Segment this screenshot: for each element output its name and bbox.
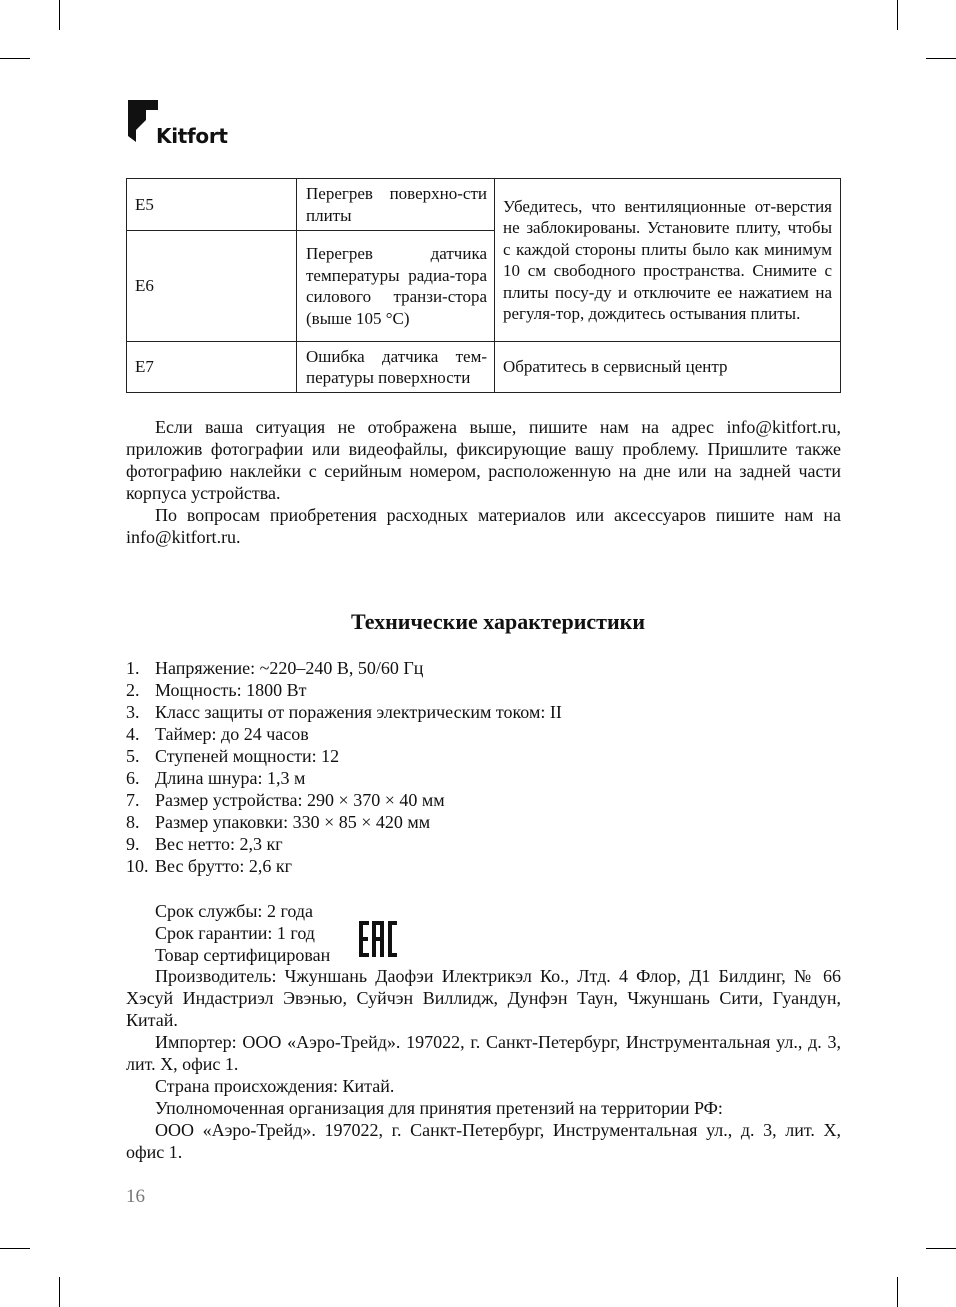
contact-section	[126, 416, 841, 548]
importer-info: Импортер: ООО «Аэро-Трейд». 197022, г. Санкт-Петербург, Инструментальная ул., д. 3, лит. Х, офис 1.	[126, 1032, 841, 1074]
list-item	[126, 789, 841, 811]
list-item	[126, 855, 841, 877]
producer-info: Производитель: Чжуншань Даофэи Илектрикэл Ко., Лтд. 4 Флор, Д1 Билдинг, № 66 Хэсуй Индастриэл Эвэнью, Суйчэн Виллидж, Дунфэн Таун, Чжуншань Сити, Гуандун, Китай.	[126, 966, 841, 1030]
item-number: 7.	[126, 790, 140, 810]
crop-mark	[59, 0, 60, 30]
list-item	[126, 679, 841, 701]
item-number: 5.	[126, 746, 140, 766]
manufacturer-section	[126, 965, 841, 1163]
brand-name: Kitfort	[156, 124, 228, 148]
specs-heading: Технические характеристики	[350, 609, 646, 634]
authorized-org: ООО «Аэро-Трейд». 197022, г. Санкт-Петербург, Инструментальная ул., д. 3, лит. Х, офис 1.	[126, 1120, 841, 1162]
item-text: Класс защиты от поражения электрическим током: II	[155, 702, 562, 722]
item-text: Длина шнура: 1,3 м	[155, 768, 306, 788]
error-description: Перегрев датчика температуры радиа-тора силового транзи-стора (выше 105 °С)	[297, 231, 495, 342]
contact-paragraph: Если ваша ситуация не отображена выше, пишите нам на адрес info@kitfort.ru, приложив фотографии или видеофайлы, фиксирующие вашу проблему. Пришлите также фотографию наклейки с серийным номером, расположенную на дне или на задней части корпуса устройства.	[126, 417, 841, 503]
crop-mark	[0, 58, 30, 59]
table-row	[127, 179, 841, 231]
error-code: E5	[127, 179, 297, 231]
list-item	[126, 657, 841, 679]
contact-paragraph: По вопросам приобретения расходных материалов или аксессуаров пишите нам на info@kitfort.ru.	[126, 505, 841, 547]
origin-country: Страна происхождения: Китай.	[155, 1076, 395, 1096]
item-number: 2.	[126, 680, 140, 700]
crop-mark	[0, 1248, 30, 1249]
list-item	[126, 833, 841, 855]
error-solution: Обратитесь в сервисный центр	[495, 342, 841, 393]
item-text: Размер упаковки: 330 × 85 × 420 мм	[155, 812, 431, 832]
error-description: Перегрев поверхно-сти плиты	[297, 179, 495, 231]
item-text: Вес нетто: 2,3 кг	[155, 834, 283, 854]
crop-mark	[897, 0, 898, 30]
crop-mark	[59, 1277, 60, 1307]
warranty-period: Срок гарантии: 1 год	[155, 923, 315, 943]
list-item	[126, 723, 841, 745]
list-item	[126, 701, 841, 723]
item-number: 6.	[126, 768, 140, 788]
service-info	[155, 900, 330, 966]
item-number: 8.	[126, 812, 140, 832]
item-number: 4.	[126, 724, 140, 744]
error-code: E6	[127, 231, 297, 342]
item-text: Размер устройства: 290 × 370 × 40 мм	[155, 790, 445, 810]
list-item	[126, 767, 841, 789]
kitfort-logo	[126, 98, 256, 148]
item-text: Мощность: 1800 Вт	[155, 680, 307, 700]
error-codes-table	[126, 178, 841, 393]
table-row	[127, 342, 841, 393]
service-life: Срок службы: 2 года	[155, 901, 314, 921]
list-item	[126, 811, 841, 833]
item-text: Напряжение: ~220–240 В, 50/60 Гц	[155, 658, 424, 678]
error-description: Ошибка датчика тем-пературы поверхности	[297, 342, 495, 393]
item-number: 9.	[126, 834, 140, 854]
item-text: Вес брутто: 2,6 кг	[155, 856, 292, 876]
crop-mark	[926, 1248, 956, 1249]
item-number: 1.	[126, 658, 140, 678]
kitfort-logo-icon	[126, 98, 160, 144]
crop-mark	[926, 58, 956, 59]
eac-certification-icon	[358, 919, 398, 959]
specs-list	[126, 657, 841, 877]
item-number: 10.	[126, 856, 149, 876]
certification-note: Товар сертифицирован	[155, 945, 331, 965]
error-code: E7	[127, 342, 297, 393]
crop-mark	[897, 1277, 898, 1307]
item-number: 3.	[126, 702, 140, 722]
item-text: Ступеней мощности: 12	[155, 746, 340, 766]
page-number: 16	[126, 1186, 145, 1207]
authorized-label: Уполномоченная организация для принятия претензий на территории РФ:	[155, 1098, 723, 1118]
error-solution: Убедитесь, что вентиляционные от-верстия не заблокированы. Установите плиту, чтобы с каждой стороны плиты было как минимум 10 см свободного пространства. Снимите с плиты посу-ду и отключите ее нажатием на регуля-тор, дождитесь остывания плиты.	[495, 179, 841, 342]
list-item	[126, 745, 841, 767]
item-text: Таймер: до 24 часов	[155, 724, 309, 744]
